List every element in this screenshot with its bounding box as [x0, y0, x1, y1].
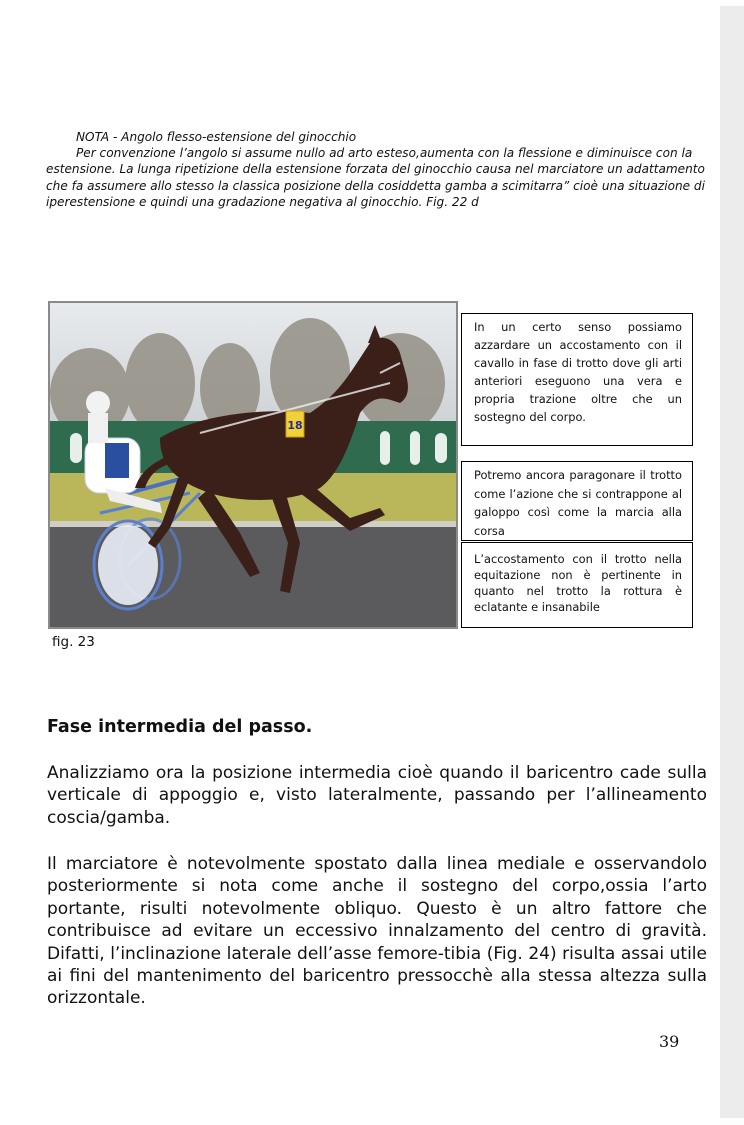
comparison-textbox-equitazione: L’accostamento con il trotto nella equitazione non è pertinente in quanto nel trotto la rottura è eclatante e insanabile — [461, 542, 693, 628]
page-edge-strip — [720, 6, 744, 1118]
horse-bib-number: 18 — [287, 419, 303, 432]
note-block — [46, 129, 708, 210]
trotting-horse-photo — [48, 301, 458, 629]
section-heading: Fase intermedia del passo. — [47, 717, 313, 737]
paragraph-1: Analizziamo ora la posizione intermedia cioè quando il baricentro cade sulla verticale di appoggio e, visto lateralmente, passando per l’allineamento coscia/gamba. — [47, 763, 707, 828]
note-body: estensione. La lunga ripetizione della estensione forzata del ginocchio causa nel marciatore un adattamento che fa assumere allo stesso la classica posizione della cosiddetta gamba a scimitarra” cioè una situazione di iperestensione e quindi una gradazione negativa al ginocchio. Fig. 22 d — [46, 162, 705, 209]
comparison-textbox-galoppo: Potremo ancora paragonare il trotto come l’azione che si contrappone al galoppo così come la marcia alla corsa — [461, 461, 693, 541]
horse-sulky-illustration — [50, 303, 456, 627]
paragraph-2: Il marciatore è notevolmente spostato dalla linea mediale e osservandolo posteriormente si nota come anche il sostegno del corpo,ossia l’arto portante, risulti notevolmente obliquo. Questo è un altro fattore che contribuisce ad evitare un eccessivo innalzamento del centro di gravità. Difatti, l’inclinazione laterale dell’asse femore-tibia (Fig. 24) risulta assai utile ai fini del mantenimento del baricentro pressocchè alla stessa altezza sulla orizzontale. — [47, 854, 707, 1009]
note-title: NOTA - Angolo flesso-estensione del ginocchio — [76, 130, 357, 144]
comparison-textbox-trazione: In un certo senso possiamo azzardare un accostamento con il cavallo in fase di trotto dove gli arti anteriori eseguono una vera e propria trazione oltre che un sostegno del corpo. — [461, 313, 693, 446]
figure-caption: fig. 23 — [52, 634, 95, 650]
note-first-line: Per convenzione l’angolo si assume nullo ad arto esteso,aumenta con la flessione e diminuisce con la — [76, 146, 693, 161]
page-number: 39 — [659, 1032, 680, 1051]
